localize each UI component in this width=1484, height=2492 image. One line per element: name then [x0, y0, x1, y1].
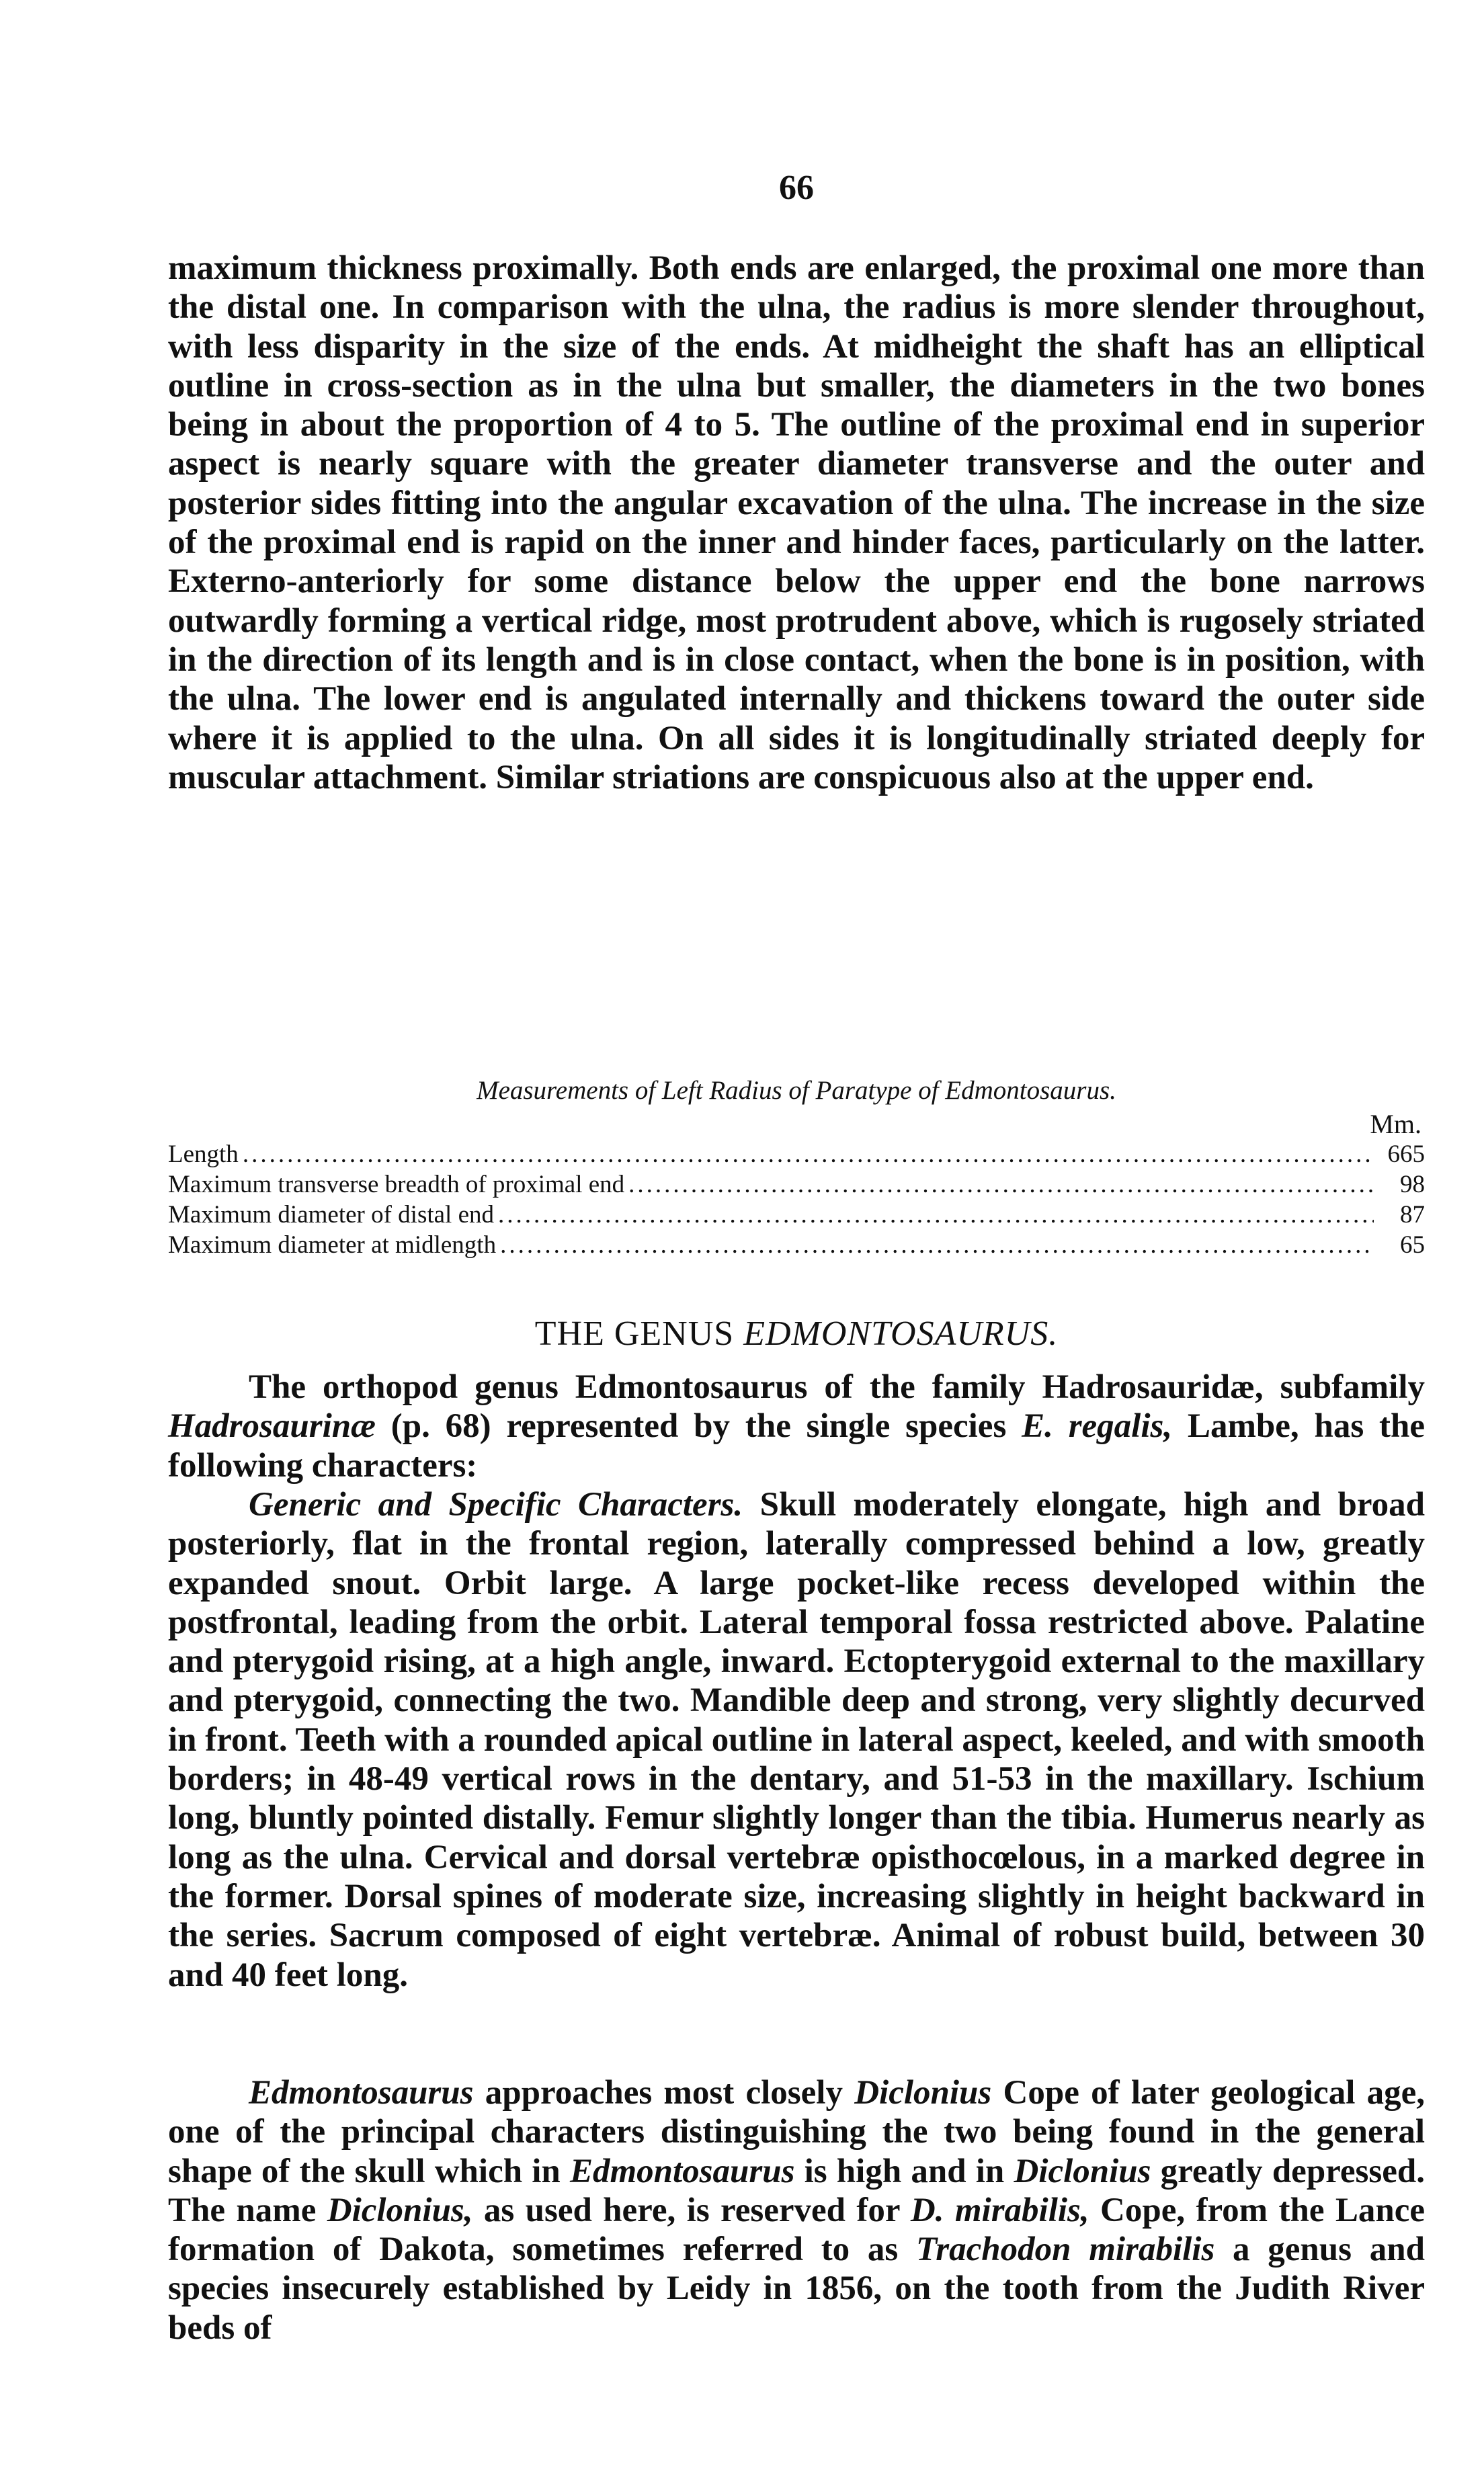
measurement-value: 65 [1400, 1231, 1425, 1259]
genus-intro-paragraph [168, 1368, 1425, 1485]
dot-leader [628, 1169, 1374, 1200]
species-name: D. mirabilis, [910, 2191, 1089, 2229]
dot-leader [500, 1230, 1374, 1260]
text-run: Cope of later geological age, one of the principal characters distinguishing the two being found in the general shape of the skull which in [168, 2074, 1425, 2190]
dot-leader [498, 1200, 1374, 1230]
text-run: is high and in [794, 2152, 1014, 2190]
text-run: greatly depressed. The name [168, 2152, 1425, 2229]
heading-prefix: THE GENUS [534, 1315, 735, 1353]
diclonius-comparison-paragraph [168, 2073, 1425, 2348]
species-name: Trachodon mirabilis [916, 2231, 1215, 2269]
genus-name: Edmontosaurus [249, 2074, 474, 2112]
text-run: Lambe, has the following characters: [168, 1407, 1425, 1485]
characters-lead: Generic and Specific Characters. [249, 1486, 743, 1524]
measurement-label: Maximum transverse breadth of proximal end [168, 1171, 625, 1198]
text-run: approaches most closely [473, 2074, 855, 2112]
genus-name: Diclonius [1014, 2152, 1151, 2190]
measurement-label: Maximum diameter at midlength [168, 1231, 497, 1259]
genus-name: Edmontosaurus [569, 2152, 795, 2190]
text-run: a genus and species insecurely established by Leidy in 1856, on the tooth from the Judith River beds of [168, 2231, 1425, 2347]
genus-name: Diclonius [854, 2074, 992, 2112]
species-name: E. regalis, [1022, 1407, 1173, 1446]
measurement-row-length [168, 1139, 1425, 1169]
measurements-table [168, 1109, 1425, 1260]
measurement-value: 665 [1387, 1140, 1425, 1168]
characters-paragraph [168, 1485, 1425, 1995]
radius-description-paragraph: maximum thickness proximally. Both ends are enlarged, the proximal one more than the distal one. In comparison with the ulna, the radius is more slender throughout, with less disparity in the size of the ends. At midheight the shaft has an elliptical outline in cross-section as in the ulna but smaller, the diameters in the two bones being in about the proportion of 4 to 5. The outline of the proximal end in superior aspect is nearly square with the greater diameter transverse and the outer and posterior sides fitting into the angular excavation of the ulna. The increase in the size of the proximal end is rapid on the inner and hinder faces, particularly on the latter. Externo-anteriorly for some distance below the upper end the bone narrows outwardly forming a vertical ridge, most protrudent above, which is rugosely striated in the direction of its length and is in close contact, when the bone is in position, with the ulna. The lower end is angulated internally and thickens toward the outer side where it is applied to the ulna. On all sides it is longitudinally striated deeply for muscular attachment. Similar striations are conspicuous also at the upper end. [168, 249, 1425, 796]
heading-genus-name: EDMONTOSAURUS. [743, 1315, 1059, 1353]
dot-leader [243, 1139, 1374, 1169]
text-run: Cope, from the Lance formation of Dakota, sometimes referred to as [168, 2191, 1425, 2269]
measurement-label: Maximum diameter of distal end [168, 1201, 494, 1229]
subfamily-name: Hadrosaurinæ [168, 1407, 376, 1446]
text-run: The orthopod genus Edmontosaurus of the family Hadrosauridæ, subfamily [249, 1368, 1425, 1406]
genus-name: Diclonius, [327, 2191, 473, 2229]
measurement-value: 87 [1400, 1201, 1425, 1229]
measurement-row-proximal-breadth [168, 1169, 1425, 1200]
text-run: (p. 68) represented by the single species [375, 1407, 1022, 1446]
section-heading [168, 1314, 1425, 1354]
measurement-value: 98 [1400, 1171, 1425, 1198]
measurements-caption: Measurements of Left Radius of Paratype of Edmontosaurus. [477, 1076, 1116, 1105]
text-run: as used here, is reserved for [472, 2191, 911, 2229]
measurements-unit-header: Mm. [1370, 1109, 1421, 1139]
measurement-row-distal-diameter [168, 1200, 1425, 1230]
page-number: 66 [779, 169, 814, 207]
characters-text: Skull moderately elongate, high and broad posteriorly, flat in the frontal region, laterally compressed behind a low, greatly expanded snout. Orbit large. A large pocket-like recess developed within the postfrontal, leading from the orbit. Lateral temporal fossa restricted above. Palatine and pterygoid rising, at a high angle, inward. Ectopterygoid external to the maxillary and pterygoid, connecting the two. Mandible deep and strong, very slightly decurved in front. Teeth with a rounded apical outline in lateral aspect, keeled, and with smooth borders; in 48-49 vertical rows in the dentary, and 51-53 in the maxillary. Ischium long, bluntly pointed distally. Femur slightly longer than the tibia. Humerus nearly as long as the ulna. Cervical and dorsal vertebræ opisthocœlous, in a marked degree in the former. Dorsal spines of moderate size, increasing slightly in height backward in the series. Sacrum composed of eight vertebræ. Animal of robust build, between 30 and 40 feet long. [168, 1486, 1425, 1994]
document-page [168, 155, 1425, 2372]
measurement-row-midlength-diameter [168, 1230, 1425, 1260]
measurement-label: Length [168, 1140, 239, 1168]
